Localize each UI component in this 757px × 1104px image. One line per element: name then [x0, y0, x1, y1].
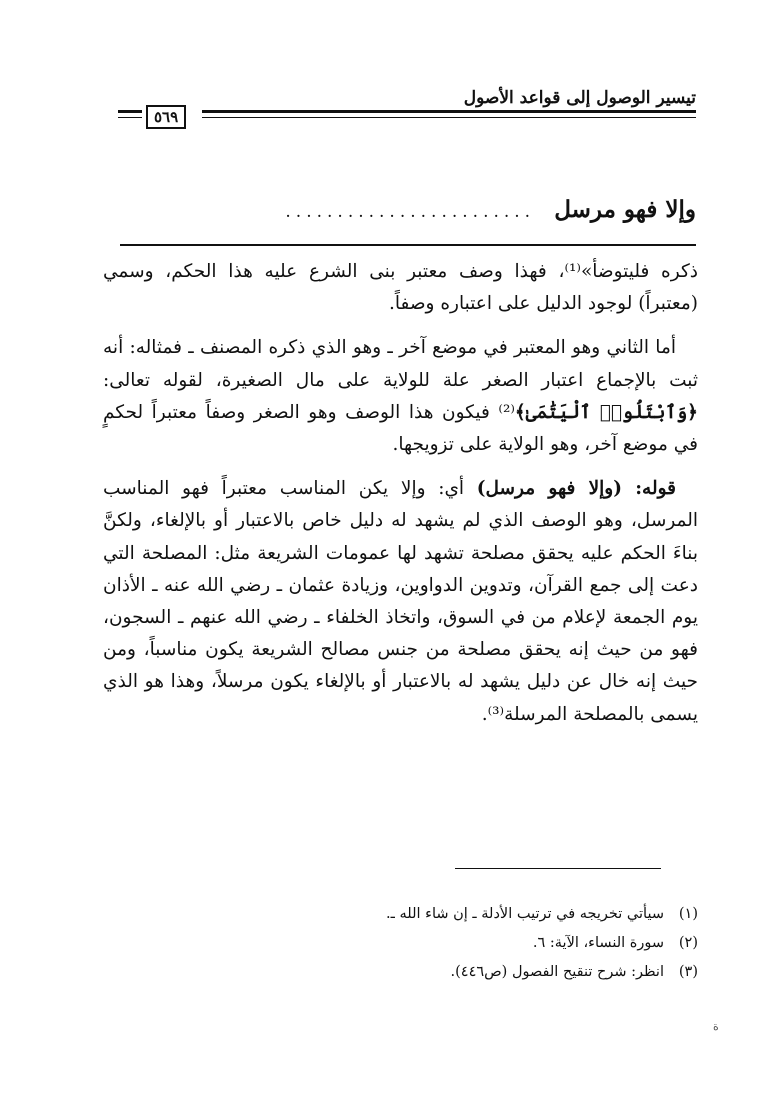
section-rule	[120, 244, 696, 246]
paragraph-text: أي: وإلا يكن المناسب معتبراً فهو المناسب المرسل، وهو الوصف الذي لم يشهد له دليل خاص بالاعتبار أو بالإلغاء، ولكنَّ بناءَ الحكم عليه يحقق مصلحة تشهد لها عمومات الشريعة مثل: المصلحة التي دعت إلى جمع القرآن، وتدوين الدواوين، وزيادة عثمان ـ رضي الله عنه ـ الأذان يوم الجمعة لإعلام من في السوق، واتخاذ الخلفاء ـ رضي الله عنهم ـ السجون، فهو من حيث إنه يحقق مصلحة من جنس مصالح الشريعة يكون مناسباً، ومن حيث إنه خال عن دليل يشهد له بالاعتبار أو بالإلغاء يكون مرسلاً، وهذا هو الذي يسمى بالمصلحة المرسلة⁽³⁾.	[103, 478, 698, 725]
quran-verse: ﴿وَٱبْتَلُوا۟ ٱلْيَتَٰمَىٰ﴾	[514, 401, 698, 423]
header-rule-left-thin	[118, 117, 142, 118]
paragraph	[103, 332, 698, 461]
footnote	[300, 900, 698, 929]
header-rule-right	[202, 110, 696, 113]
section-heading	[126, 196, 696, 230]
section-dots: ........................	[285, 202, 536, 222]
footnote-number: (٢)	[678, 935, 698, 951]
quote-lead: قوله: (وإلا فهو مرسل)	[476, 478, 676, 500]
paragraph: ذكره فليتوضأ»⁽¹⁾، فهذا وصف معتبر بنى الشرع عليه هذا الحكم، وسمي (معتبراً) لوجود الدليل على اعتباره وصفاً.	[103, 261, 698, 315]
book-title: تيسير الوصول إلى قواعد الأصول	[463, 88, 696, 108]
footnote-text: سيأتي تخريجه في ترتيب الأدلة ـ إن شاء الله ـ.	[386, 906, 664, 922]
section-title: وإلا فهو مرسل	[554, 196, 696, 223]
header-rule-right-thin	[202, 117, 696, 118]
paragraph	[103, 473, 698, 731]
running-header	[118, 88, 696, 128]
paragraph-text: أما الثاني وهو المعتبر في موضع آخر ـ وهو الذي ذكره المصنف ـ فمثاله: أنه ثبت بالإجماع اعتبار الصغر علة للولاية على مال الصغيرة، لقوله تعالى:	[103, 337, 698, 391]
footnote	[300, 929, 698, 958]
footnote-number: (١)	[678, 906, 698, 922]
paragraph-text: ⁽²⁾ فيكون هذا الوصف وهو الصغر وصفاً معتبراً لحكمٍ في موضع آخر، وهو الولاية على تزويجها.	[103, 401, 698, 456]
footnote-separator	[455, 868, 661, 869]
signature-mark: ة	[713, 1020, 719, 1033]
footnote-text: سورة النساء، الآية: ٦.	[532, 935, 664, 951]
body-text	[103, 256, 698, 731]
footnote-text: انظر: شرح تنقيح الفصول (ص٤٤٦).	[450, 964, 664, 980]
footnote	[300, 958, 698, 987]
footnotes	[300, 900, 698, 987]
footnote-number: (٣)	[678, 964, 698, 980]
page-number: ٥٦٩	[146, 105, 186, 129]
header-rule-left	[118, 110, 142, 113]
